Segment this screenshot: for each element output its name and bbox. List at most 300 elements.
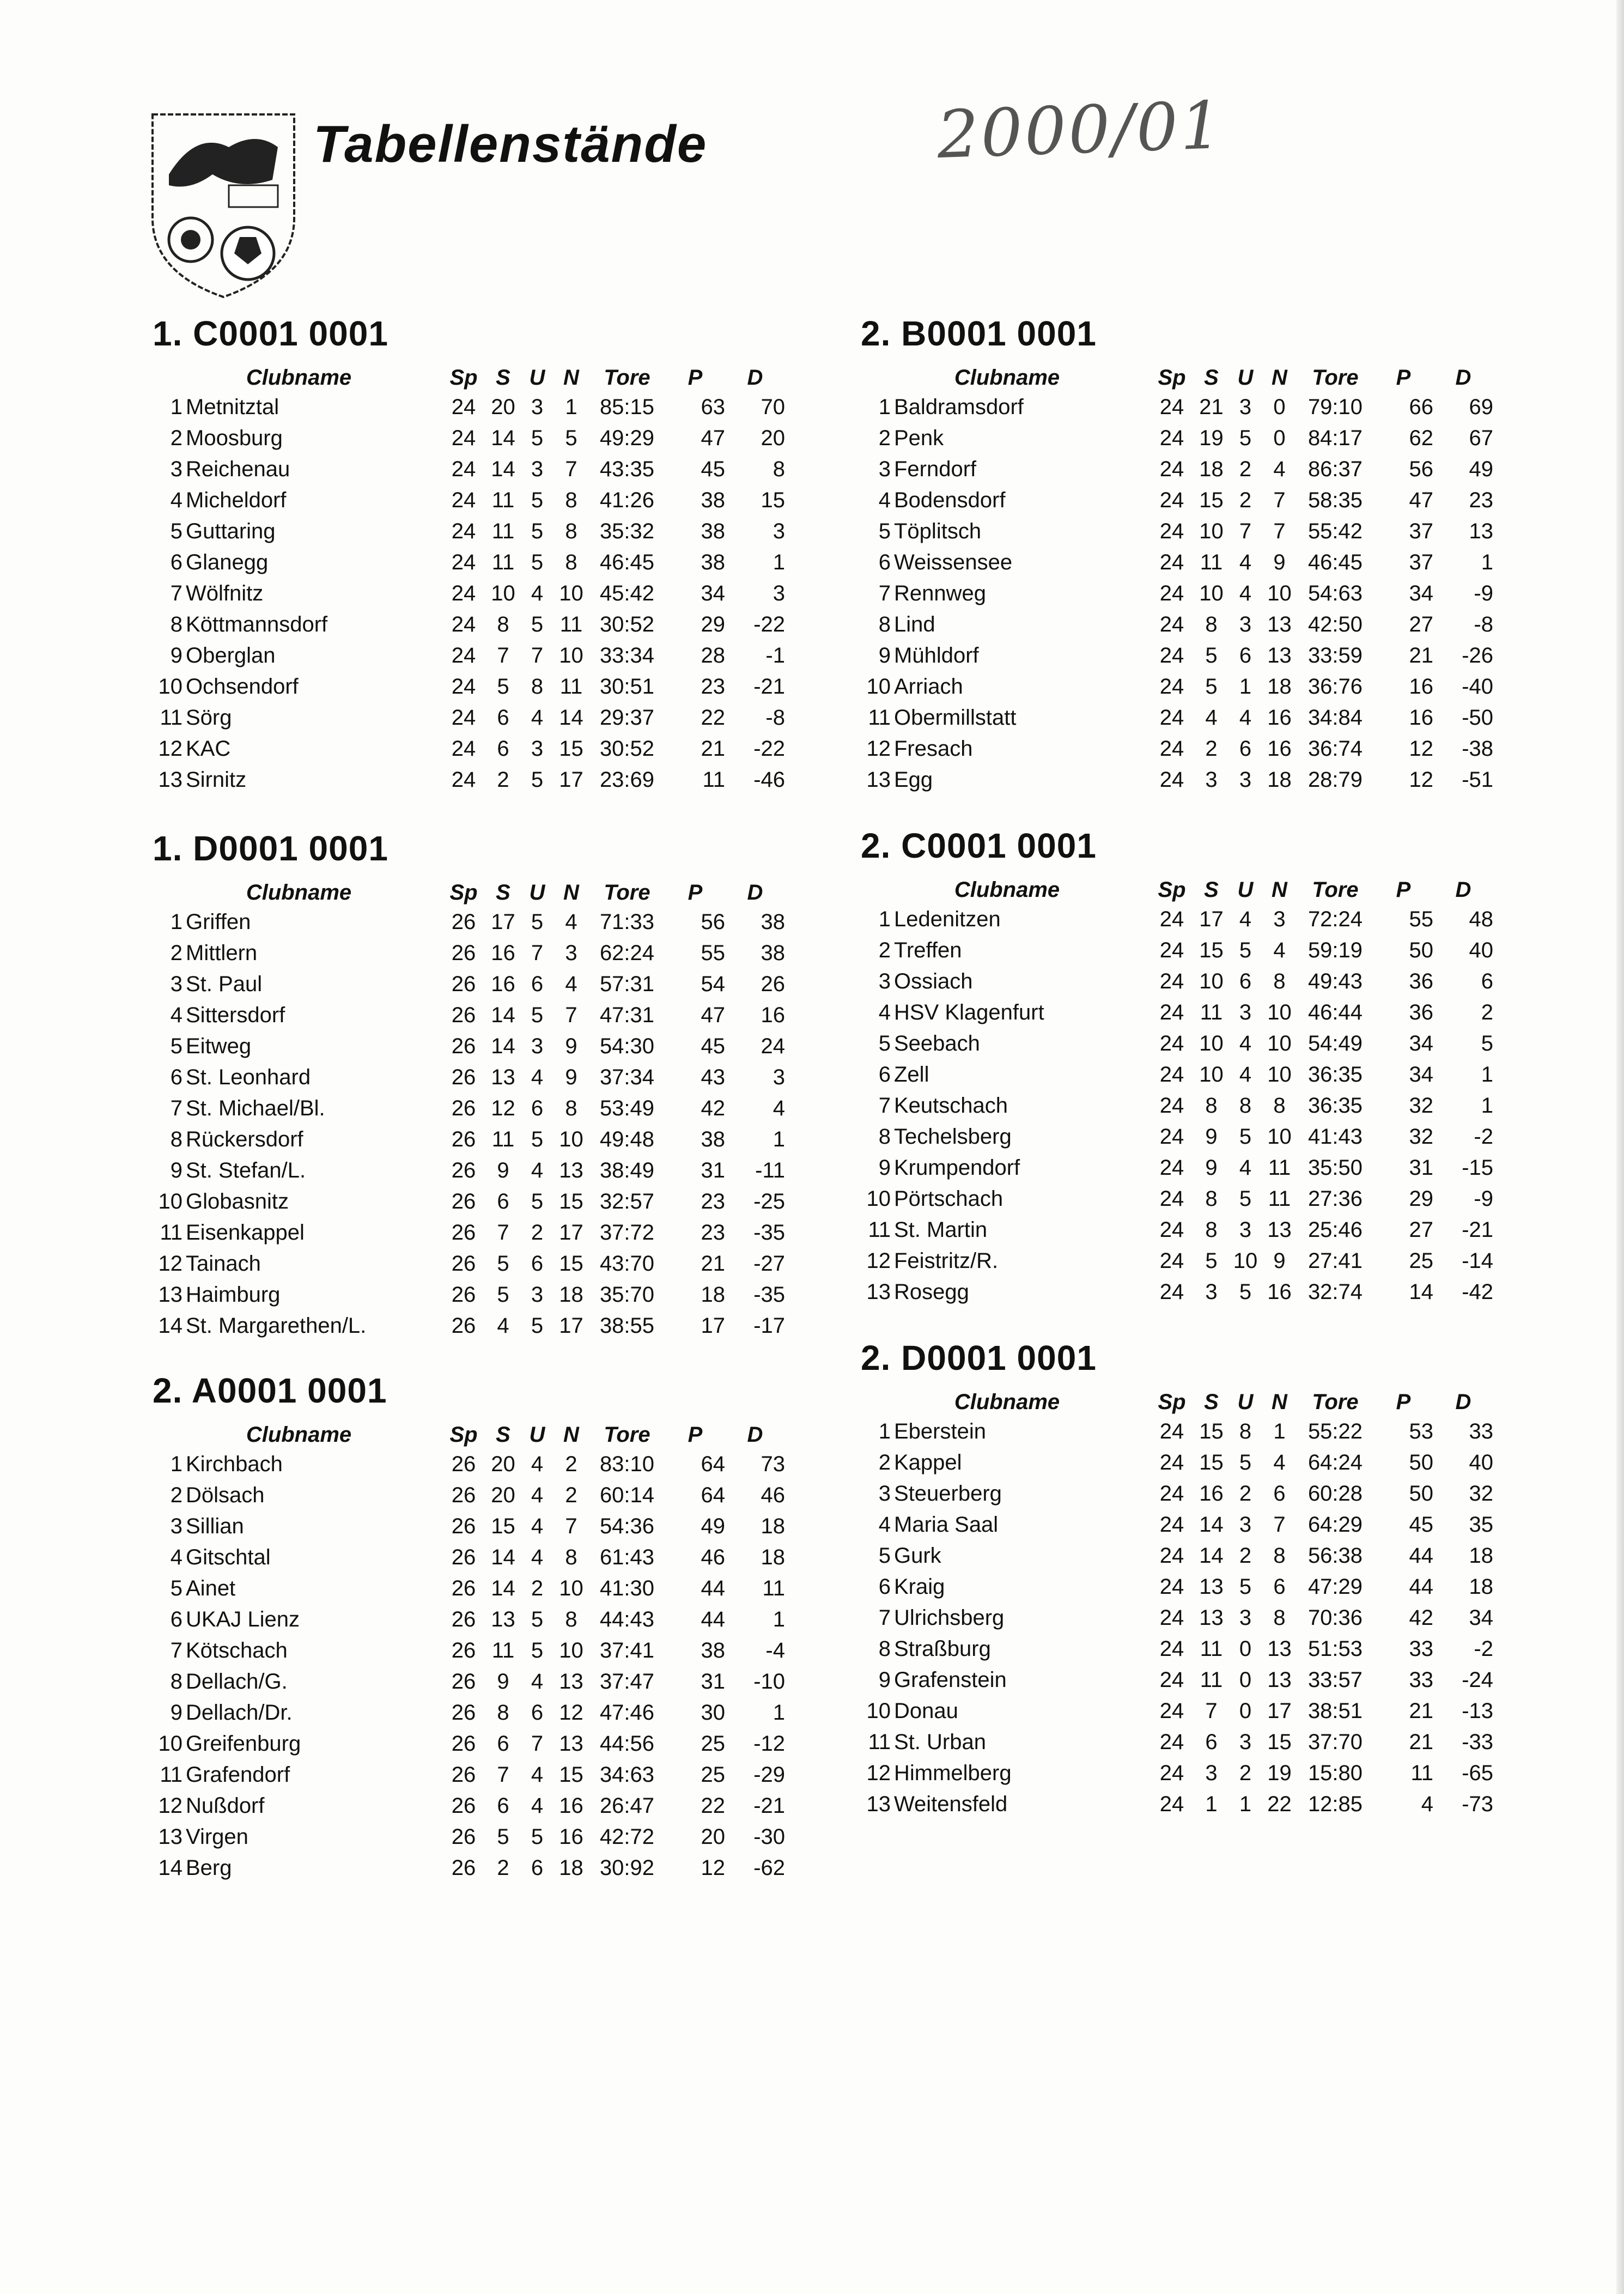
stat-cell: 37:72 [599, 1221, 655, 1245]
stat-cell: 3 [1273, 907, 1286, 931]
stat-cell: 64 [701, 1452, 725, 1476]
stat-cell: 24 [1159, 706, 1184, 730]
rank-cell: 10 [158, 1732, 183, 1756]
stat-cell: 49:43 [1307, 969, 1363, 993]
table-row [861, 454, 1493, 485]
rank-cell: 7 [170, 581, 183, 605]
club-name-cell: Donau [894, 1699, 958, 1723]
stat-cell: 18 [761, 1545, 785, 1569]
table-row [861, 966, 1493, 997]
stat-cell: 17 [559, 1221, 583, 1245]
stat-cell: 6 [1205, 1730, 1218, 1754]
stat-cell: 23 [701, 1190, 725, 1213]
column-header-tore: Tore [1312, 1389, 1359, 1414]
stat-cell: 13 [1267, 1668, 1292, 1692]
stat-cell: 13 [1199, 1606, 1224, 1630]
stat-cell: 11 [1200, 1637, 1223, 1661]
table-row [861, 1727, 1493, 1758]
stat-cell: 4 [1273, 938, 1286, 962]
stat-cell: 24 [1159, 1156, 1184, 1180]
stat-cell: -17 [753, 1314, 785, 1338]
rank-cell: 1 [878, 907, 891, 931]
table-row [861, 1634, 1493, 1665]
rank-cell: 3 [170, 972, 183, 996]
stat-cell: 3 [531, 457, 544, 481]
rank-cell: 5 [878, 519, 891, 543]
rank-cell: 3 [170, 457, 183, 481]
stat-cell: 24 [451, 395, 476, 419]
stat-cell: -22 [753, 737, 785, 761]
rank-cell: 1 [170, 910, 183, 934]
stat-cell: 16 [761, 1003, 785, 1027]
stat-cell: 62 [1409, 426, 1433, 450]
stat-cell: 4 [531, 1158, 544, 1182]
club-name-cell: Guttaring [186, 519, 276, 543]
stat-cell: 20 [701, 1825, 725, 1849]
rank-cell: 13 [866, 1280, 891, 1304]
table-row [153, 392, 785, 423]
column-header-sp: Sp [1158, 1389, 1186, 1414]
stat-cell: 29 [701, 612, 725, 636]
stat-cell: 38 [701, 519, 725, 543]
stat-cell: 5 [497, 1252, 509, 1276]
stat-cell: 4 [565, 972, 577, 996]
stat-cell: 5 [531, 768, 544, 792]
club-name-cell: Maria Saal [894, 1513, 999, 1537]
stat-cell: 19 [1267, 1761, 1292, 1785]
stat-cell: 2 [497, 768, 509, 792]
stat-cell: 11 [491, 519, 515, 543]
stat-cell: 10 [491, 581, 515, 605]
rank-cell: 9 [878, 644, 891, 667]
table-row [153, 423, 785, 454]
stat-cell: 7 [565, 1514, 577, 1538]
stat-cell: 32 [1469, 1482, 1493, 1506]
stat-cell: 2 [1205, 737, 1218, 761]
stat-cell: -29 [753, 1763, 785, 1787]
stat-cell: 13 [491, 1607, 515, 1631]
stat-cell: 35:50 [1307, 1156, 1363, 1180]
stat-cell: 64:29 [1307, 1513, 1363, 1537]
stat-cell: 21 [701, 1252, 725, 1276]
stat-cell: 8 [1205, 1218, 1218, 1242]
club-name-cell: Techelsberg [894, 1125, 1012, 1149]
league-table [861, 1338, 1504, 1820]
stat-cell: 41:26 [599, 488, 655, 512]
stat-cell: 10 [1267, 1000, 1292, 1024]
rank-cell: 12 [866, 1249, 891, 1273]
stat-cell: 43:70 [599, 1252, 655, 1276]
stat-cell: 8 [565, 1545, 577, 1569]
rank-cell: 11 [868, 706, 891, 730]
stat-cell: 59:19 [1307, 938, 1363, 962]
stat-cell: 10 [1267, 1063, 1292, 1087]
stat-cell: 34 [1409, 581, 1433, 605]
table-row [861, 1447, 1493, 1478]
table-row [861, 1277, 1493, 1308]
stat-cell: 2 [1239, 488, 1252, 512]
stat-cell: 37:41 [599, 1638, 655, 1662]
rank-cell: 1 [170, 395, 183, 419]
club-name-cell: Köttmannsdorf [186, 612, 328, 636]
stat-cell: 15 [1267, 1730, 1292, 1754]
stat-cell: 34 [1469, 1606, 1493, 1630]
stat-cell: 14 [1199, 1544, 1224, 1568]
club-name-cell: Kötschach [186, 1638, 288, 1662]
stat-cell: 8 [531, 675, 544, 699]
stat-cell: 67 [1469, 426, 1493, 450]
stat-cell: 11 [1410, 1761, 1433, 1785]
column-header-sp: Sp [449, 1422, 478, 1447]
stat-cell: 16 [1409, 706, 1433, 730]
club-name-cell: St. Michael/Bl. [186, 1096, 325, 1120]
stat-cell: 4 [531, 706, 544, 730]
stat-cell: 49 [701, 1514, 725, 1538]
stat-cell: 26 [451, 1514, 476, 1538]
rank-cell: 12 [158, 1252, 183, 1276]
table-row [153, 1310, 785, 1342]
stat-cell: 1 [1239, 675, 1252, 699]
stat-cell: 48 [1469, 907, 1493, 931]
stat-cell: 5 [531, 910, 544, 934]
stat-cell: 15:80 [1307, 1761, 1363, 1785]
stat-cell: 2 [497, 1856, 509, 1880]
rank-cell: 12 [866, 1761, 891, 1785]
rank-cell: 8 [878, 612, 891, 636]
table-row [861, 485, 1493, 516]
stat-cell: 42:50 [1307, 612, 1363, 636]
stat-cell: 2 [1239, 457, 1252, 481]
stat-cell: 15 [1199, 938, 1224, 962]
stat-cell: 16 [491, 972, 515, 996]
stat-cell: 8 [565, 550, 577, 574]
stat-cell: 5 [1481, 1031, 1493, 1055]
stat-cell: 26 [451, 1545, 476, 1569]
club-name-cell: Berg [186, 1856, 232, 1880]
stat-cell: 55 [1409, 907, 1433, 931]
stat-cell: 8 [565, 488, 577, 512]
club-name-cell: Obermillstatt [894, 706, 1017, 730]
stat-cell: 1 [773, 1701, 785, 1725]
stat-cell: 6 [1481, 969, 1493, 993]
stat-cell: 3 [1205, 1280, 1218, 1304]
club-name-cell: Sörg [186, 706, 232, 730]
stat-cell: 26 [451, 1638, 476, 1662]
stat-cell: 5 [1239, 1280, 1252, 1304]
stat-cell: 26 [451, 1856, 476, 1880]
club-name-cell: Eitweg [186, 1034, 252, 1058]
table-row [861, 1184, 1493, 1215]
stat-cell: 57:31 [599, 972, 655, 996]
club-name-cell: Eberstein [894, 1419, 986, 1443]
association-logo-icon [147, 109, 300, 300]
stat-cell: 6 [531, 972, 544, 996]
stat-cell: 9 [1205, 1156, 1218, 1180]
stat-cell: -50 [1462, 706, 1493, 730]
rank-cell: 13 [866, 768, 891, 792]
table-row [153, 1000, 785, 1031]
stat-cell: 24 [1159, 1513, 1184, 1537]
stat-cell: 3 [531, 395, 544, 419]
stat-cell: 12:85 [1307, 1792, 1363, 1816]
stat-cell: 14 [491, 1034, 515, 1058]
stat-cell: 24 [1159, 1000, 1184, 1024]
stat-cell: -38 [1462, 737, 1493, 761]
rank-cell: 1 [878, 1419, 891, 1443]
table-row [153, 1155, 785, 1186]
stat-cell: 70:36 [1307, 1606, 1363, 1630]
rank-cell: 12 [158, 737, 183, 761]
stat-cell: 18 [761, 1514, 785, 1538]
stat-cell: 24 [451, 675, 476, 699]
stat-cell: 31 [1409, 1156, 1433, 1180]
stat-cell: 11 [491, 550, 515, 574]
club-name-cell: Ossiach [894, 969, 973, 993]
stat-cell: 1 [773, 1607, 785, 1631]
stat-cell: 44 [1409, 1575, 1433, 1599]
stat-cell: -21 [753, 1794, 785, 1818]
club-name-cell: Ferndorf [894, 457, 977, 481]
stat-cell: 40 [1469, 938, 1493, 962]
stat-cell: 4 [1273, 457, 1286, 481]
rank-cell: 8 [878, 1637, 891, 1661]
stat-cell: 11 [1200, 1668, 1223, 1692]
stat-cell: 33 [1409, 1637, 1433, 1661]
rank-cell: 11 [868, 1218, 891, 1242]
club-name-cell: Rosegg [894, 1280, 969, 1304]
rank-cell: 10 [158, 1190, 183, 1213]
column-header-clubname: Clubname [954, 877, 1060, 902]
table-row [861, 1603, 1493, 1634]
rank-cell: 7 [878, 1094, 891, 1118]
table-row [861, 640, 1493, 671]
stat-cell: 4 [773, 1096, 785, 1120]
stat-cell: 29 [1409, 1187, 1433, 1211]
column-header-sp: Sp [1158, 365, 1186, 390]
column-header-clubname: Clubname [246, 880, 352, 905]
stat-cell: 26 [451, 1190, 476, 1213]
stat-cell: 18 [1267, 675, 1292, 699]
rank-cell: 14 [158, 1856, 183, 1880]
column-header-d: D [747, 365, 763, 390]
stat-cell: 2 [531, 1576, 544, 1600]
stat-cell: 26 [451, 1158, 476, 1182]
club-name-cell: Wölfnitz [186, 581, 264, 605]
club-name-cell: Mittlern [186, 941, 258, 965]
stat-cell: 11 [1200, 1000, 1223, 1024]
stat-cell: 0 [1239, 1637, 1252, 1661]
stat-cell: 11 [491, 488, 515, 512]
stat-cell: 5 [1239, 1187, 1252, 1211]
rank-cell: 12 [866, 737, 891, 761]
rank-cell: 10 [866, 675, 891, 699]
stat-cell: 8 [1239, 1094, 1252, 1118]
stat-cell: 7 [1273, 1513, 1286, 1537]
rank-cell: 13 [158, 1283, 183, 1307]
stat-cell: 30:92 [599, 1856, 655, 1880]
stat-cell: 37 [1409, 519, 1433, 543]
stat-cell: 6 [497, 737, 509, 761]
column-header-n: N [1272, 1389, 1287, 1414]
stat-cell: 7 [1273, 488, 1286, 512]
stat-cell: 2 [1239, 1544, 1252, 1568]
club-name-cell: St. Leonhard [186, 1065, 311, 1089]
club-name-cell: Pörtschach [894, 1187, 1003, 1211]
club-name-cell: Sirnitz [186, 768, 247, 792]
stat-cell: 10 [559, 581, 583, 605]
stat-cell: 26 [451, 910, 476, 934]
table-row [153, 547, 785, 578]
stat-cell: 9 [1273, 1249, 1286, 1273]
stat-cell: 2 [565, 1483, 577, 1507]
stat-cell: 6 [497, 1190, 509, 1213]
stat-cell: 38 [761, 910, 785, 934]
stat-cell: 23 [1469, 488, 1493, 512]
stat-cell: -8 [1474, 612, 1493, 636]
club-name-cell: Lind [894, 612, 935, 636]
rank-cell: 8 [170, 612, 183, 636]
stat-cell: 2 [1481, 1000, 1493, 1024]
table-row [153, 1093, 785, 1124]
stat-cell: 7 [531, 941, 544, 965]
stat-cell: -13 [1462, 1699, 1493, 1723]
column-header-clubname: Clubname [246, 365, 352, 390]
table-row [153, 1697, 785, 1728]
club-name-cell: Feistritz/R. [894, 1249, 999, 1273]
stat-cell: 5 [531, 1003, 544, 1027]
stat-cell: 9 [565, 1034, 577, 1058]
column-header-sp: Sp [449, 365, 478, 390]
stat-cell: 15 [761, 488, 785, 512]
stat-cell: 13 [1267, 1637, 1292, 1661]
stat-cell: 38 [701, 1127, 725, 1151]
stat-cell: 33:34 [599, 644, 655, 667]
stat-cell: 5 [531, 1638, 544, 1662]
league-table [861, 826, 1504, 1308]
stat-cell: 8 [497, 1701, 509, 1725]
header-row [861, 363, 1493, 392]
table-row [153, 609, 785, 640]
stat-cell: 26 [451, 1003, 476, 1027]
stat-cell: 8 [1273, 1544, 1286, 1568]
table-row [153, 1062, 785, 1093]
stat-cell: 26 [451, 1096, 476, 1120]
club-name-cell: Nußdorf [186, 1794, 265, 1818]
club-name-cell: Seebach [894, 1031, 980, 1055]
stat-cell: 1 [1481, 550, 1493, 574]
stat-cell: -35 [753, 1221, 785, 1245]
club-name-cell: HSV Klagenfurt [894, 1000, 1044, 1024]
stat-cell: 47 [1409, 488, 1433, 512]
club-name-cell: Straßburg [894, 1637, 991, 1661]
club-name-cell: Moosburg [186, 426, 283, 450]
stat-cell: 54:36 [599, 1514, 655, 1538]
stat-cell: 46 [701, 1545, 725, 1569]
stat-cell: -35 [753, 1283, 785, 1307]
stat-cell: 35 [1469, 1513, 1493, 1537]
stat-cell: 38 [761, 941, 785, 965]
stat-cell: 5 [1205, 1249, 1218, 1273]
column-header-u: U [1237, 365, 1254, 390]
stat-cell: 24 [1159, 1699, 1184, 1723]
rank-cell: 11 [160, 1763, 183, 1787]
stat-cell: 3 [773, 519, 785, 543]
club-name-cell: Fresach [894, 737, 973, 761]
stat-cell: 5 [1239, 1451, 1252, 1474]
stat-cell: -9 [1474, 581, 1493, 605]
stat-cell: 24 [451, 519, 476, 543]
column-header-d: D [1455, 365, 1471, 390]
club-name-cell: Grafenstein [894, 1668, 1007, 1692]
stat-cell: 32 [1409, 1125, 1433, 1149]
stat-cell: 8 [497, 612, 509, 636]
stat-cell: 4 [1239, 706, 1252, 730]
club-name-cell: Globasnitz [186, 1190, 289, 1213]
stat-cell: 0 [1273, 395, 1286, 419]
stat-cell: -22 [753, 612, 785, 636]
stat-cell: 2 [1239, 1482, 1252, 1506]
club-name-cell: Mühldorf [894, 644, 979, 667]
rank-cell: 6 [878, 1063, 891, 1087]
stat-cell: 5 [531, 488, 544, 512]
rank-cell: 2 [170, 941, 183, 965]
stat-cell: 13 [559, 1158, 583, 1182]
stat-cell: 53:49 [599, 1096, 655, 1120]
column-header-d: D [1455, 1389, 1471, 1414]
stat-cell: -15 [1462, 1156, 1493, 1180]
stat-cell: 4 [1239, 907, 1252, 931]
stat-cell: 16 [1267, 737, 1292, 761]
stat-cell: 24 [1159, 1419, 1184, 1443]
standings-table [153, 363, 785, 796]
stat-cell: 33 [1469, 1419, 1493, 1443]
page-header [147, 109, 801, 305]
table-row [153, 938, 785, 969]
table-row [153, 969, 785, 1000]
stat-cell: 21 [701, 737, 725, 761]
stat-cell: 10 [1267, 581, 1292, 605]
table-row [861, 547, 1493, 578]
stat-cell: 5 [497, 1825, 509, 1849]
club-name-cell: Ulrichsberg [894, 1606, 1005, 1630]
stat-cell: 15 [559, 1252, 583, 1276]
stat-cell: 3 [531, 1034, 544, 1058]
table-row [153, 1728, 785, 1759]
stat-cell: 42 [701, 1096, 725, 1120]
stat-cell: 24 [1159, 550, 1184, 574]
club-name-cell: Glanegg [186, 550, 269, 574]
rank-cell: 7 [170, 1096, 183, 1120]
rank-cell: 5 [878, 1544, 891, 1568]
stat-cell: -42 [1462, 1280, 1493, 1304]
stat-cell: 15 [559, 1190, 583, 1213]
stat-cell: 14 [491, 457, 515, 481]
stat-cell: 3 [1205, 768, 1218, 792]
rank-cell: 6 [878, 1575, 891, 1599]
column-header-u: U [1237, 1389, 1254, 1414]
stat-cell: 5 [1239, 1575, 1252, 1599]
stat-cell: 22 [701, 706, 725, 730]
stat-cell: 11 [559, 675, 583, 699]
club-name-cell: Metnitztal [186, 395, 279, 419]
column-header-n: N [1272, 365, 1287, 390]
stat-cell: 24 [1159, 1125, 1184, 1149]
stat-cell: 45 [701, 457, 725, 481]
stat-cell: 6 [1239, 737, 1252, 761]
column-header-d: D [747, 1422, 763, 1447]
stat-cell: 3 [1239, 1730, 1252, 1754]
stat-cell: 9 [565, 1065, 577, 1089]
